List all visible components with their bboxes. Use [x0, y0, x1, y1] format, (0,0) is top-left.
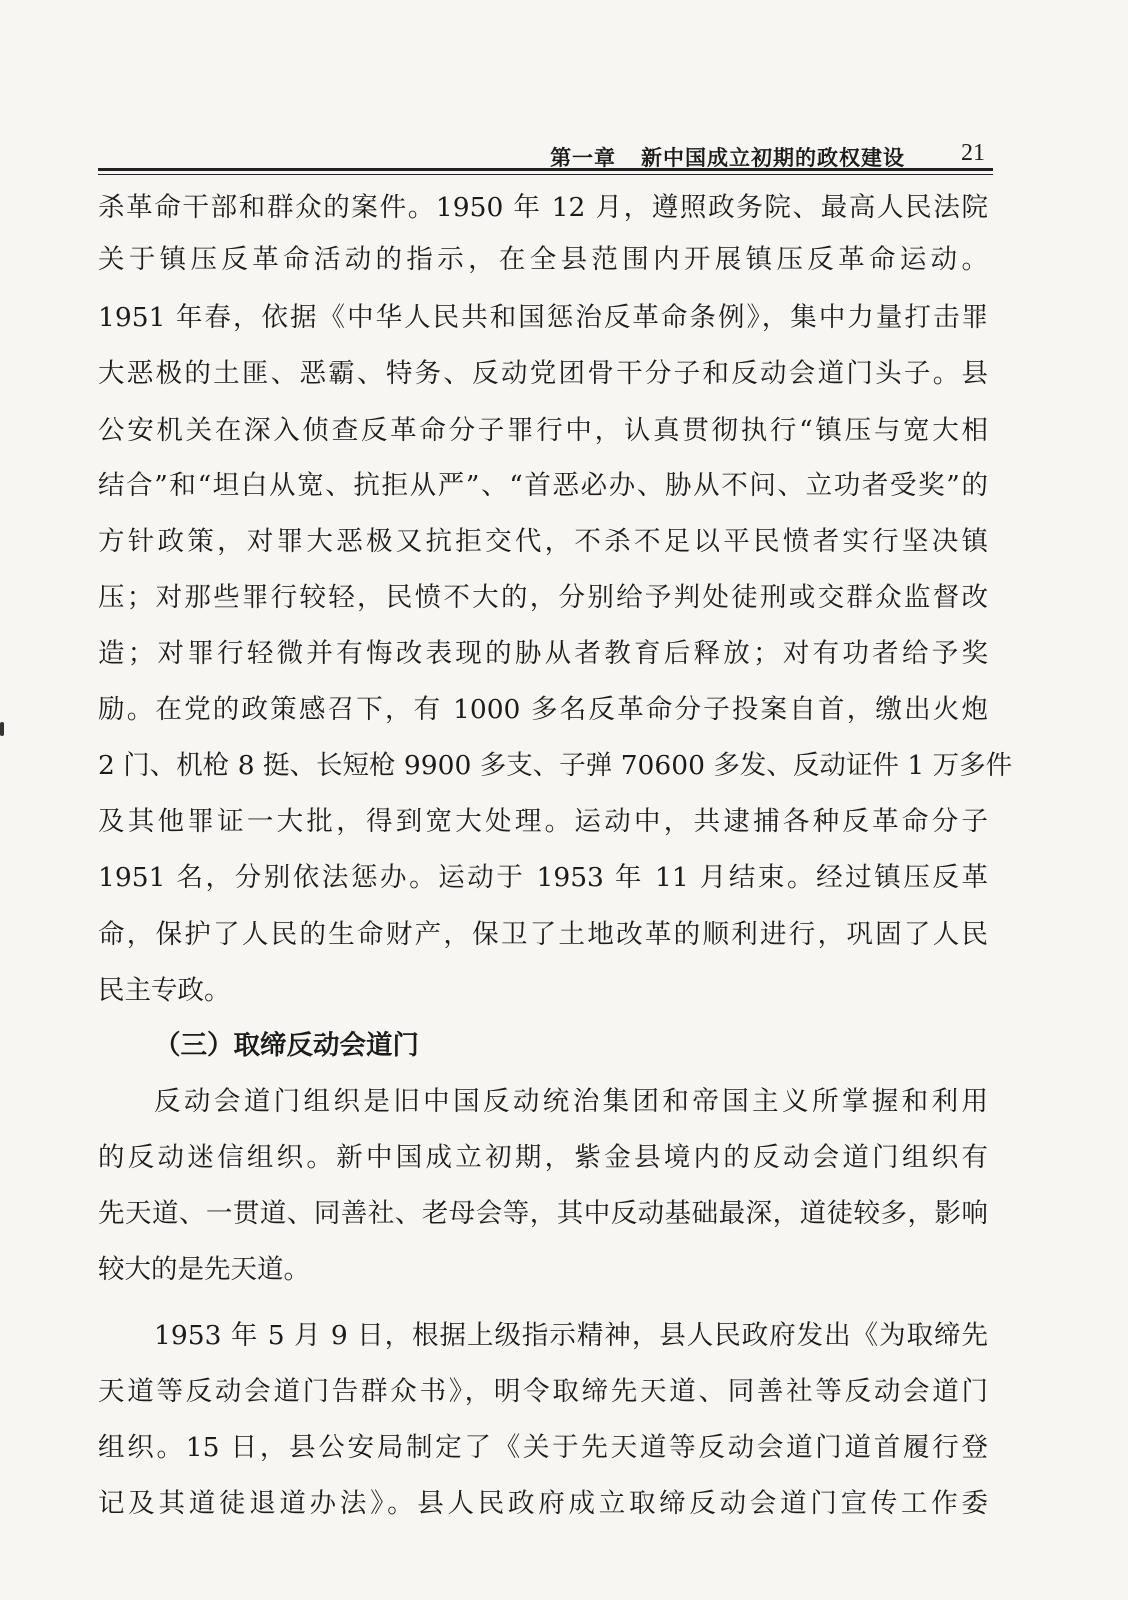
- text-line: 先天道、一贯道、同善社、老母会等，其中反动基础最深，道徒较多，影响: [98, 1198, 988, 1229]
- section-heading: （三）取缔反动会道门: [154, 1030, 419, 1061]
- text-line: 造；对罪行轻微并有悔改表现的胁从者教育后释放；对有功者给予奖: [98, 638, 988, 669]
- text-line: 1951 年春，依据《中华人民共和国惩治反革命条例》，集中力量打击罪: [98, 302, 988, 333]
- text-line: 2 门、机枪 8 挺、长短枪 9900 多支、子弹 70600 多发、反动证件 1 万多件: [98, 750, 1013, 781]
- chapter-title: 第一章 新中国成立初期的政权建设: [550, 145, 905, 170]
- text-line: 1953 年 5 月 9 日，根据上级指示精神，县人民政府发出《为取缔先: [154, 1320, 988, 1351]
- text-line: 反动会道门组织是旧中国反动统治集团和帝国主义所掌握和利用: [154, 1086, 988, 1117]
- text-line: 1951 名，分别依法惩办。运动于 1953 年 11 月结束。经过镇压反革: [98, 862, 988, 893]
- text-line: 的反动迷信组织。新中国成立初期，紫金县境内的反动会道门组织有: [98, 1142, 988, 1173]
- text-line: 结合”和“坦白从宽、抗拒从严”、“首恶必办、胁从不问、立功者受奖”的: [98, 470, 988, 501]
- text-line: 及其他罪证一大批，得到宽大处理。运动中，共逮捕各种反革命分子: [98, 806, 988, 837]
- text-line: 记及其道徒退道办法》。县人民政府成立取缔反动会道门宣传工作委: [98, 1488, 988, 1519]
- text-line: 大恶极的土匪、恶霸、特务、反动党团骨干分子和反动会道门头子。县: [98, 358, 988, 389]
- text-line: 组织。15 日，县公安局制定了《关于先天道等反动会道门道首履行登: [98, 1432, 988, 1463]
- text-line: 关于镇压反革命活动的指示，在全县范围内开展镇压反革命运动。: [98, 244, 988, 275]
- header-rule-thin: [98, 174, 993, 175]
- text-line: 命，保护了人民的生命财产，保卫了土地改革的顺利进行，巩固了人民: [98, 919, 988, 950]
- text-line: 励。在党的政策感召下，有 1000 多名反革命分子投案自首，缴出火炮: [98, 694, 988, 725]
- text-line: 公安机关在深入侦查反革命分子罪行中，认真贯彻执行“镇压与宽大相: [98, 415, 988, 446]
- scan-mark: [0, 722, 4, 736]
- text-line: 天道等反动会道门告群众书》，明令取缔先天道、同善社等反动会道门: [98, 1376, 988, 1407]
- text-line: 杀革命干部和群众的案件。1950 年 12 月，遵照政务院、最高人民法院: [98, 192, 988, 223]
- text-line: 民主专政。: [98, 975, 231, 1006]
- text-line: 方针政策，对罪大恶极又抗拒交代，不杀不足以平民愤者实行坚决镇: [98, 526, 988, 557]
- text-line: 压；对那些罪行较轻，民愤不大的，分别给予判处徒刑或交群众监督改: [98, 582, 988, 613]
- header-rule-thick: [98, 168, 993, 171]
- text-line: 较大的是先天道。: [98, 1254, 310, 1285]
- page-number: 21: [961, 140, 985, 166]
